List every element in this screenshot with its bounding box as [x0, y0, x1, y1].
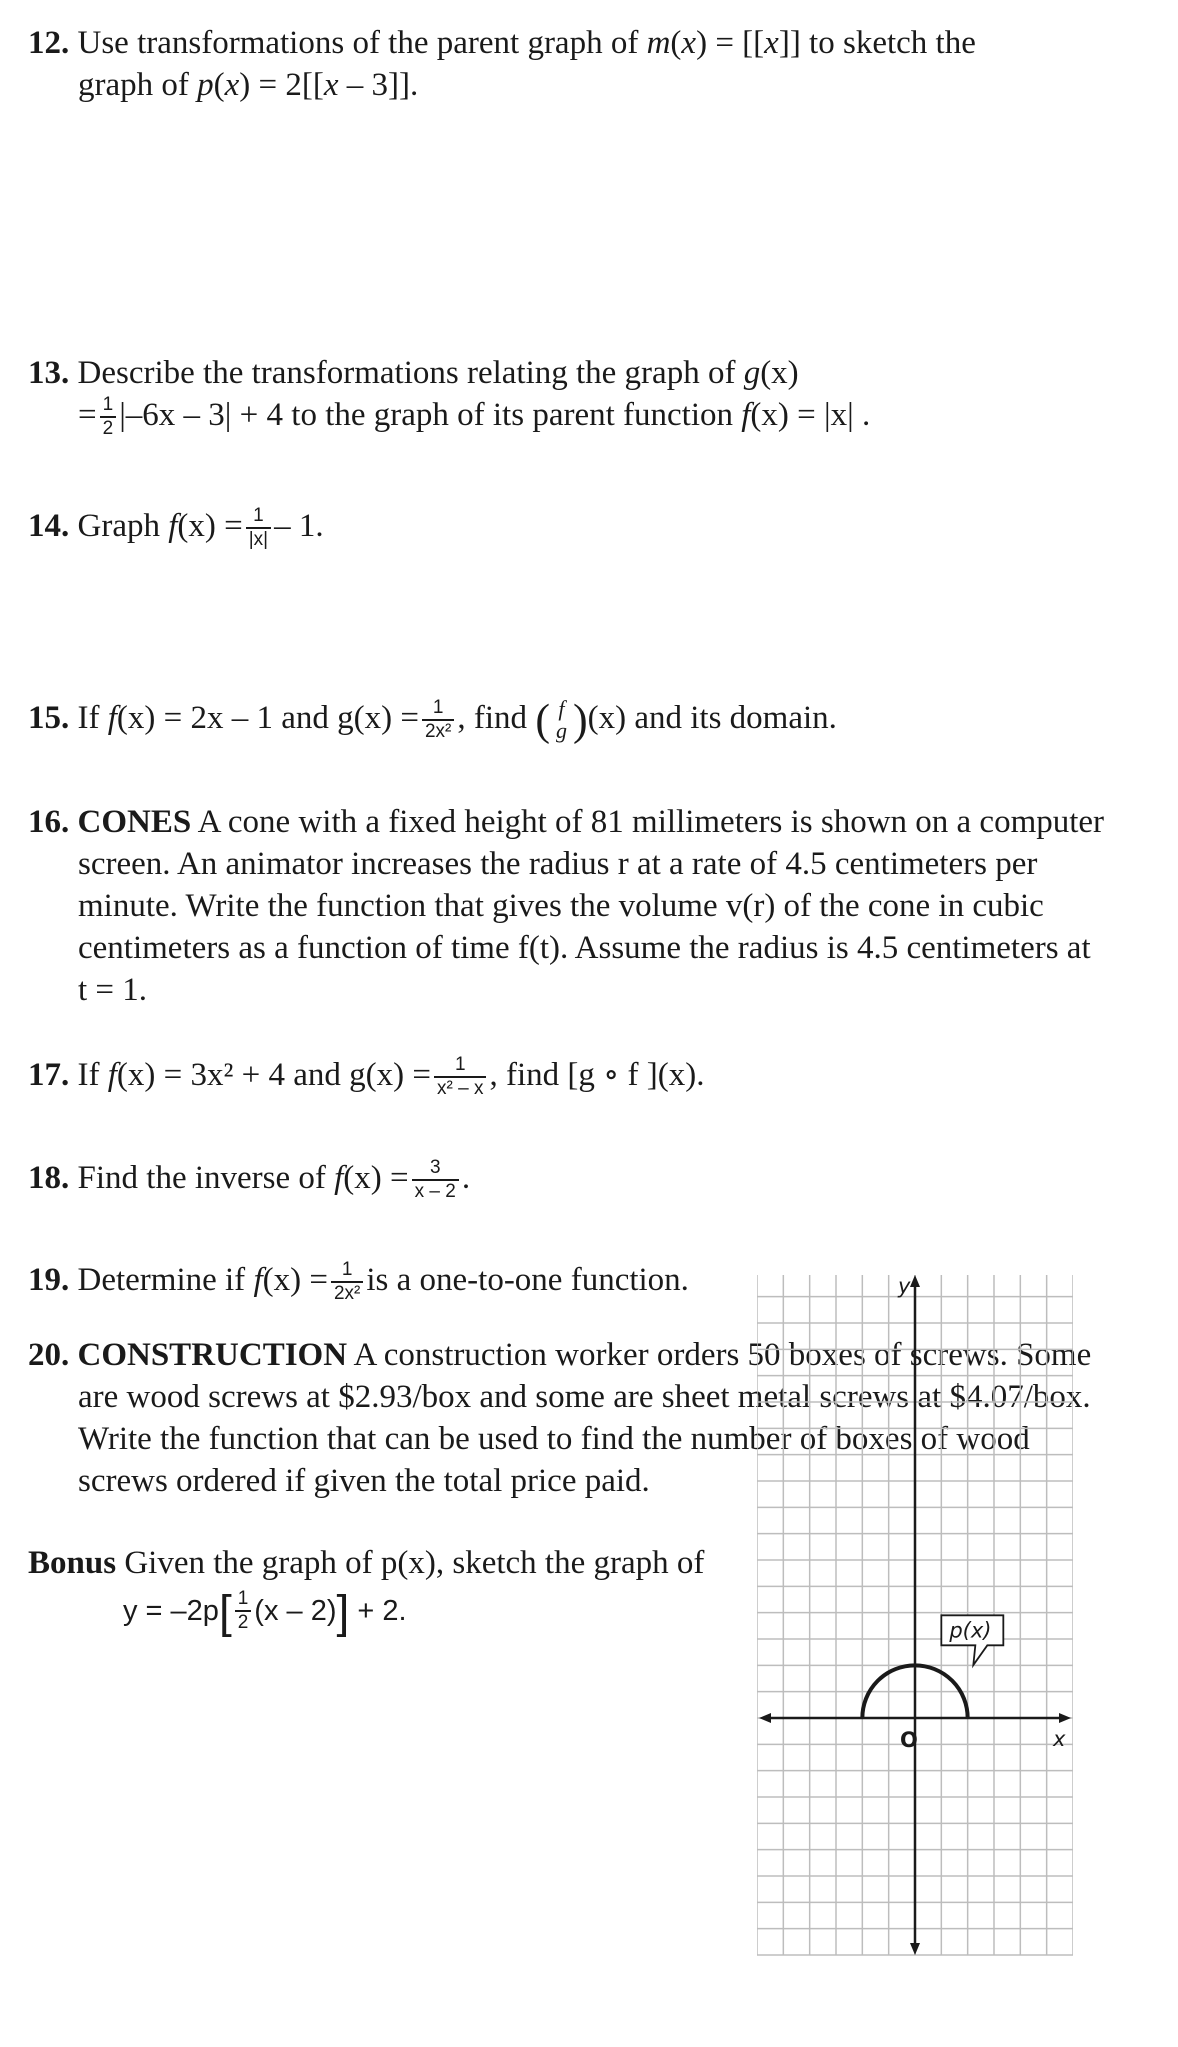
problem-16: 16. CONES A cone with a fixed height of 81 millimeters is shown on a computer screen. An animator increases the radius r at a rate of 4.5 centimeters per minute. Write the function that gives the volume v(r) of the cone in cubic centimeters as a function of time f(t). Assume the radius is 4.5 centimeters at t = 1. [28, 804, 1105, 1008]
fraction-f-over-g: f g [555, 696, 567, 744]
problem-number: 16. [28, 804, 70, 840]
fraction: $\frac{1}{\text{2x²}}$ [331, 1259, 363, 1305]
problem-number: 15. [28, 700, 70, 736]
problem-18: 18. Find the inverse of f(x) = $\frac{3}{x - 2}$ . [28, 1157, 471, 1203]
problem-heading: CONES [77, 804, 192, 840]
bonus-label: Bonus [28, 1545, 117, 1581]
problem-heading: CONSTRUCTION [77, 1337, 348, 1373]
y-axis-arrow-down [910, 1943, 920, 1955]
problem-12: 12. Use transformations of the parent graph of m(x) = [[x]] to sketch the graph of p(x) = 2[[x – 3]]. [28, 25, 976, 103]
fraction: $\frac{1}{\text{x² – x}}$ [434, 1054, 486, 1100]
y-axis-label: y [897, 1274, 911, 1298]
problem-number: 12. [28, 25, 70, 61]
curve-label: p(x) [949, 1618, 992, 1643]
problem-number: 14. [28, 508, 70, 544]
fraction: $\frac{1}{\text{2x²}}$ [422, 697, 454, 743]
bonus-equation: y = –2p[ $\frac{1}{2}$ (x – 2)] + 2. [123, 1585, 407, 1638]
y-axis-arrow-up [910, 1275, 920, 1287]
fraction: $\frac{3}{x - 2}$ [412, 1157, 459, 1203]
problem-17: 17. If f(x) = 3x² + 4 and g(x) = $\frac{1}{\text{x² – x}}$ , find [g ∘ f ](x). [28, 1054, 705, 1100]
problem-19: 19. Determine if f(x) = $\frac{1}{\text{2x²}}$ is a one-to-one function. [28, 1259, 689, 1305]
axes [759, 1275, 1071, 1955]
problem-number: 18. [28, 1160, 70, 1196]
x-axis-arrow-left [759, 1713, 771, 1723]
problem-14: 14. Graph f(x) = $\frac{1}{|x|}$ – 1. [28, 505, 324, 551]
problem-15: 15. If f(x) = 2x – 1 and g(x) = $\frac{1}{\text{2x²}}$ , find ( f g )(x) and its domain. [28, 695, 837, 745]
problem-20: 20. CONSTRUCTION A construction worker orders 50 boxes of screws. Some are wood screws at $2.93/box and some are sheet metal screws at $4.07/box. Write the function that can be used to find the number of boxes of wood screws ordered if given the total price paid. [28, 1337, 1092, 1499]
problem-number: 13. [28, 355, 70, 391]
x-axis-label: x [1053, 1727, 1066, 1751]
bonus-problem: Bonus Given the graph of p(x), sketch the graph of y = –2p[ $\frac{1}{2}$ (x – 2)] + 2. [28, 1542, 1138, 1634]
fraction: $\frac{1}{2}$ [100, 394, 117, 440]
origin-label: O [899, 1728, 918, 1752]
fraction: $\frac{1}{|x|}$ [246, 505, 271, 551]
problem-number: 20. [28, 1337, 70, 1373]
p-of-x-graph [757, 1263, 1073, 1967]
problem-13: 13. Describe the transformations relating the graph of g(x) = $\frac{1}{2}$ |–6x – 3| + 4 to the graph of its parent function f(x) = |x| . [28, 355, 871, 440]
x-axis-arrow-right [1059, 1713, 1071, 1723]
problem-number: 19. [28, 1262, 70, 1298]
problem-number: 17. [28, 1057, 70, 1093]
